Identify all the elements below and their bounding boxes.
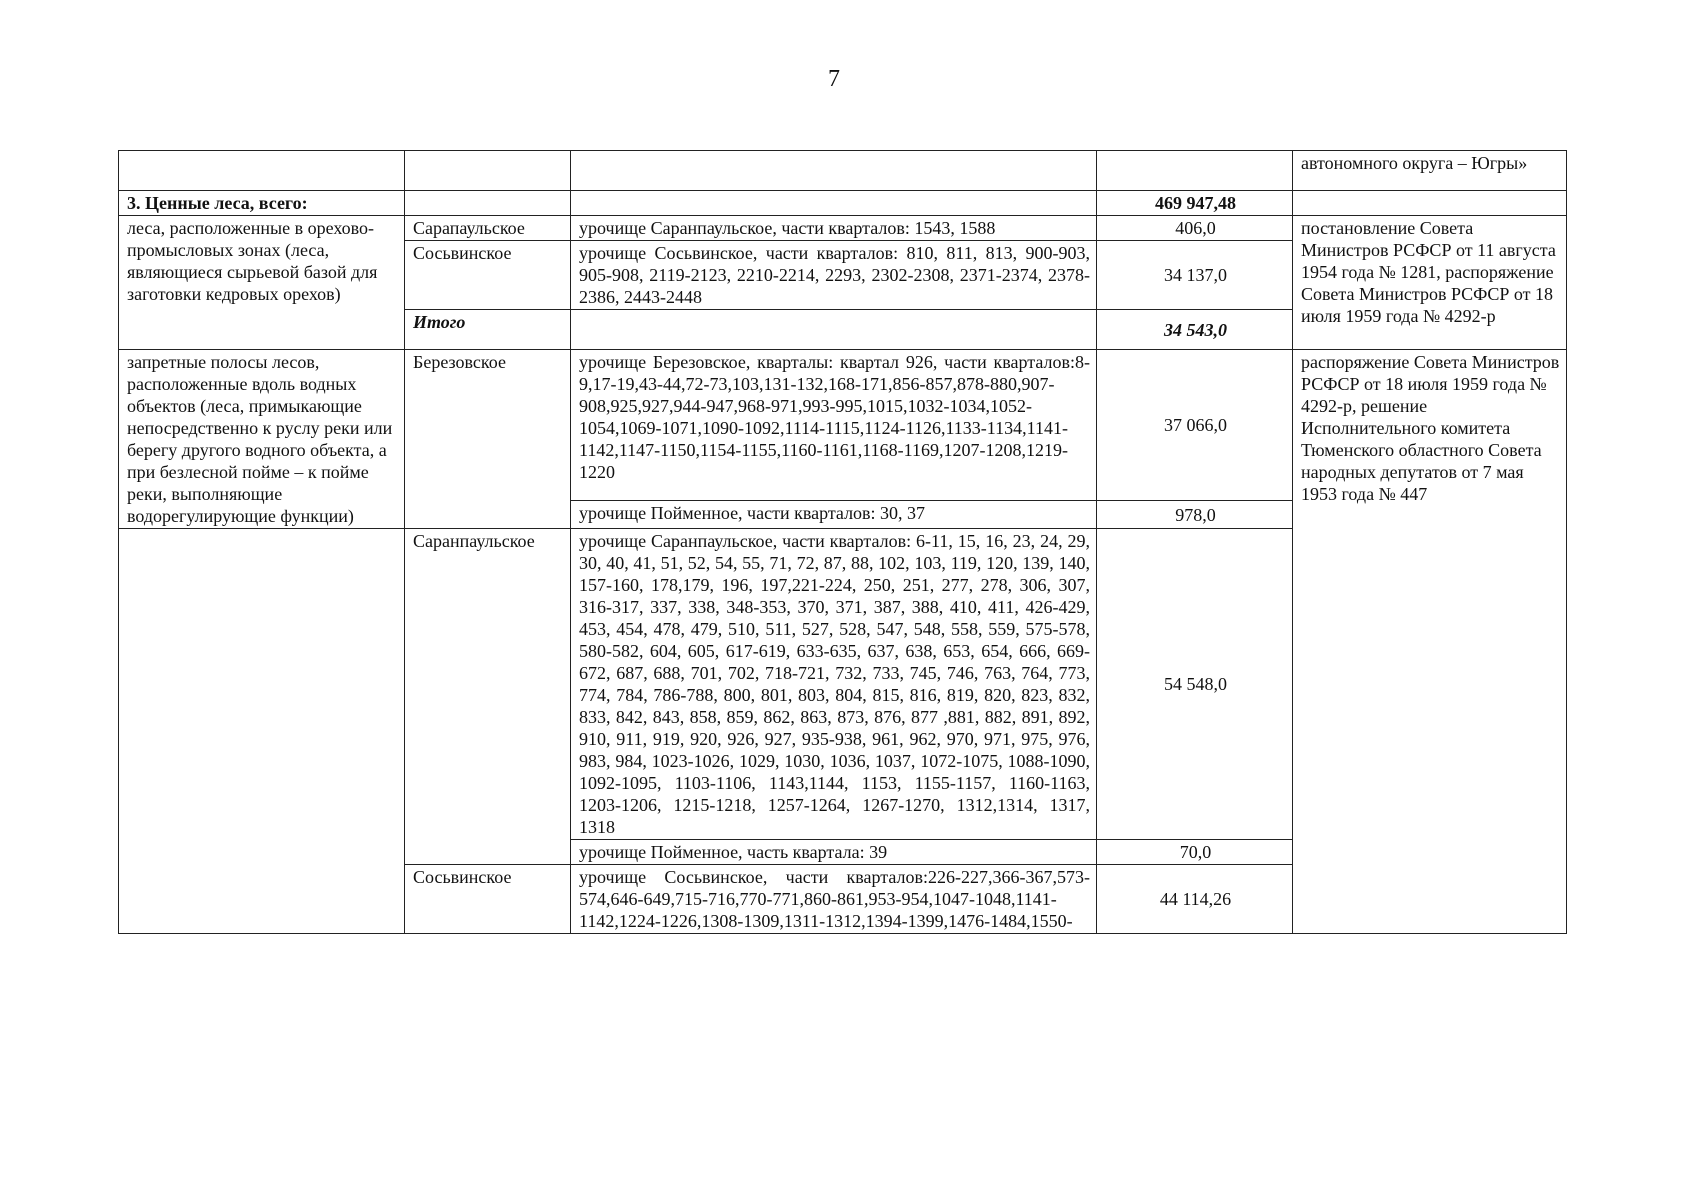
area-cell: 34 137,0 — [1097, 241, 1293, 310]
location-cell: урочище Саранпаульское, части кварталов: 6-11, 15, 16, 23, 24, 29, 30, 40, 41, 51, 52, 54, 55, 71, 72, 87, 88, 102, 103, 119, 120, 139, 140, 157-160, 178,179, 196, 197,221-224, 250, 251, 277, 278, 306, 307, 316-317, 337, 338, 348-353, 370, 371, 387, 388, 410, 411, 426-429, 453, 454, 478, 479, 510, 511, 527, 528, 547, 548, 558, 559, 575-578, 580-582, 604, 605, 617-619, 633-635, 637, 638, 653, 654, 666, 669-672, 687, 688, 701, 702, 718-721, 732, 733, 745, 746, 763, 764, 773, 774, 784, 786-788, 800, 801, 803, 804, 815, 816, 819, 820, 823, 832, 833, 842, 843, 858, 859, 862, 863, 873, 876, 877 ,881, 882, 891, 892, 910, 911, 919, 920, 926, 927, 935-938, 961, 962, 970, 971, 975, 976, 983, 984, 1023-1026, 1029, 1030, 1036, 1037, 1072-1075, 1088-1090, 1092-1095, 1103-1106, 1143,1144, 1153, 1155-1157, 1160-1163, 1203-1206, 1215-1218, 1257-1264, 1267-1270, 1312,1314, 1317, 1318 — [571, 529, 1097, 840]
table-row — [119, 216, 1567, 241]
location-cell: урочище Березовское, кварталы: квартал 926, части кварталов:8-9,17-19,43-44,72-73,103,131-132,168-171,856-857,878-880,907-908,925,927,944-947,968-971,993-995,1015,1032-1034,1052-1054,1069-1071,1090-1092,1114-1115,1124-1126,1133-1134,1141-1142,1147-1150,1154-1155,1160-1161,1168-1169,1207-1208,1219-1220 — [571, 350, 1097, 501]
cell-empty — [405, 151, 571, 191]
continuation-row — [119, 151, 1567, 191]
cell-empty — [571, 151, 1097, 191]
area-cell: 406,0 — [1097, 216, 1293, 241]
forestry-cell: Сосьвинское — [405, 865, 571, 934]
location-cell: урочище Сосьвинское, части кварталов:226-227,366-367,573-574,646-649,715-716,770-771,860-861,953-954,1047-1048,1141-1142,1224-1226,1308-1309,1311-1312,1394-1399,1476-1484,1550- — [571, 865, 1097, 934]
location-cell: урочище Сосьвинское, части кварталов: 810, 811, 813, 900-903, 905-908, 2119-2123, 2210-2214, 2293, 2302-2308, 2371-2374, 2378-2386, 2443-2448 — [571, 241, 1097, 310]
category-cell: запретные полосы лесов, расположенные вдоль водных объектов (леса, примыкающие непосредственно к руслу реки или берегу другого водного объекта, а при безлесной пойме – к пойме реки, выполняющие водорегулирующие функции) — [119, 350, 405, 529]
cell-empty — [119, 151, 405, 191]
area-cell: 37 066,0 — [1097, 350, 1293, 501]
forestry-cell: Сарапаульское — [405, 216, 571, 241]
subtotal-value: 34 543,0 — [1097, 310, 1293, 350]
table-row — [119, 350, 1567, 501]
category-cell: леса, расположенные в орехово-промысловых зонах (леса, являющиеся сырьевой базой для заготовки кедровых орехов) — [119, 216, 405, 350]
forestry-cell: Саранпаульское — [405, 529, 571, 865]
location-cell: урочище Пойменное, части кварталов: 30, 37 — [571, 501, 1097, 529]
basis-cell: постановление Совета Министров РСФСР от 11 августа 1954 года № 1281, распоряжение Совета Министров РСФСР от 18 июля 1959 года № 4292-р — [1293, 216, 1567, 350]
basis-cell: распоряжение Совета Министров РСФСР от 18 июля 1959 года № 4292-р, решение Исполнительного комитета Тюменского областного Совета народных депутатов от 7 мая 1953 года № 447 — [1293, 350, 1567, 934]
page-number: 7 — [828, 66, 840, 92]
area-cell: 54 548,0 — [1097, 529, 1293, 840]
cell-empty — [405, 191, 571, 216]
section-row — [119, 191, 1567, 216]
subtotal-label: Итого — [405, 310, 571, 350]
forests-table — [118, 150, 1567, 934]
cell-empty — [571, 310, 1097, 350]
cell-empty — [1293, 191, 1567, 216]
basis-cell: автономного округа – Югры» — [1293, 151, 1567, 191]
location-cell: урочище Пойменное, часть квартала: 39 — [571, 840, 1097, 865]
cell-empty — [1097, 151, 1293, 191]
area-cell: 978,0 — [1097, 501, 1293, 529]
section-title: 3. Ценные леса, всего: — [119, 191, 405, 216]
forestry-cell: Сосьвинское — [405, 241, 571, 310]
forestry-cell: Березовское — [405, 350, 571, 529]
cell-empty — [571, 191, 1097, 216]
area-cell: 44 114,26 — [1097, 865, 1293, 934]
area-cell: 70,0 — [1097, 840, 1293, 865]
cell-empty — [119, 529, 405, 934]
location-cell: урочище Саранпаульское, части кварталов: 1543, 1588 — [571, 216, 1097, 241]
section-total: 469 947,48 — [1097, 191, 1293, 216]
